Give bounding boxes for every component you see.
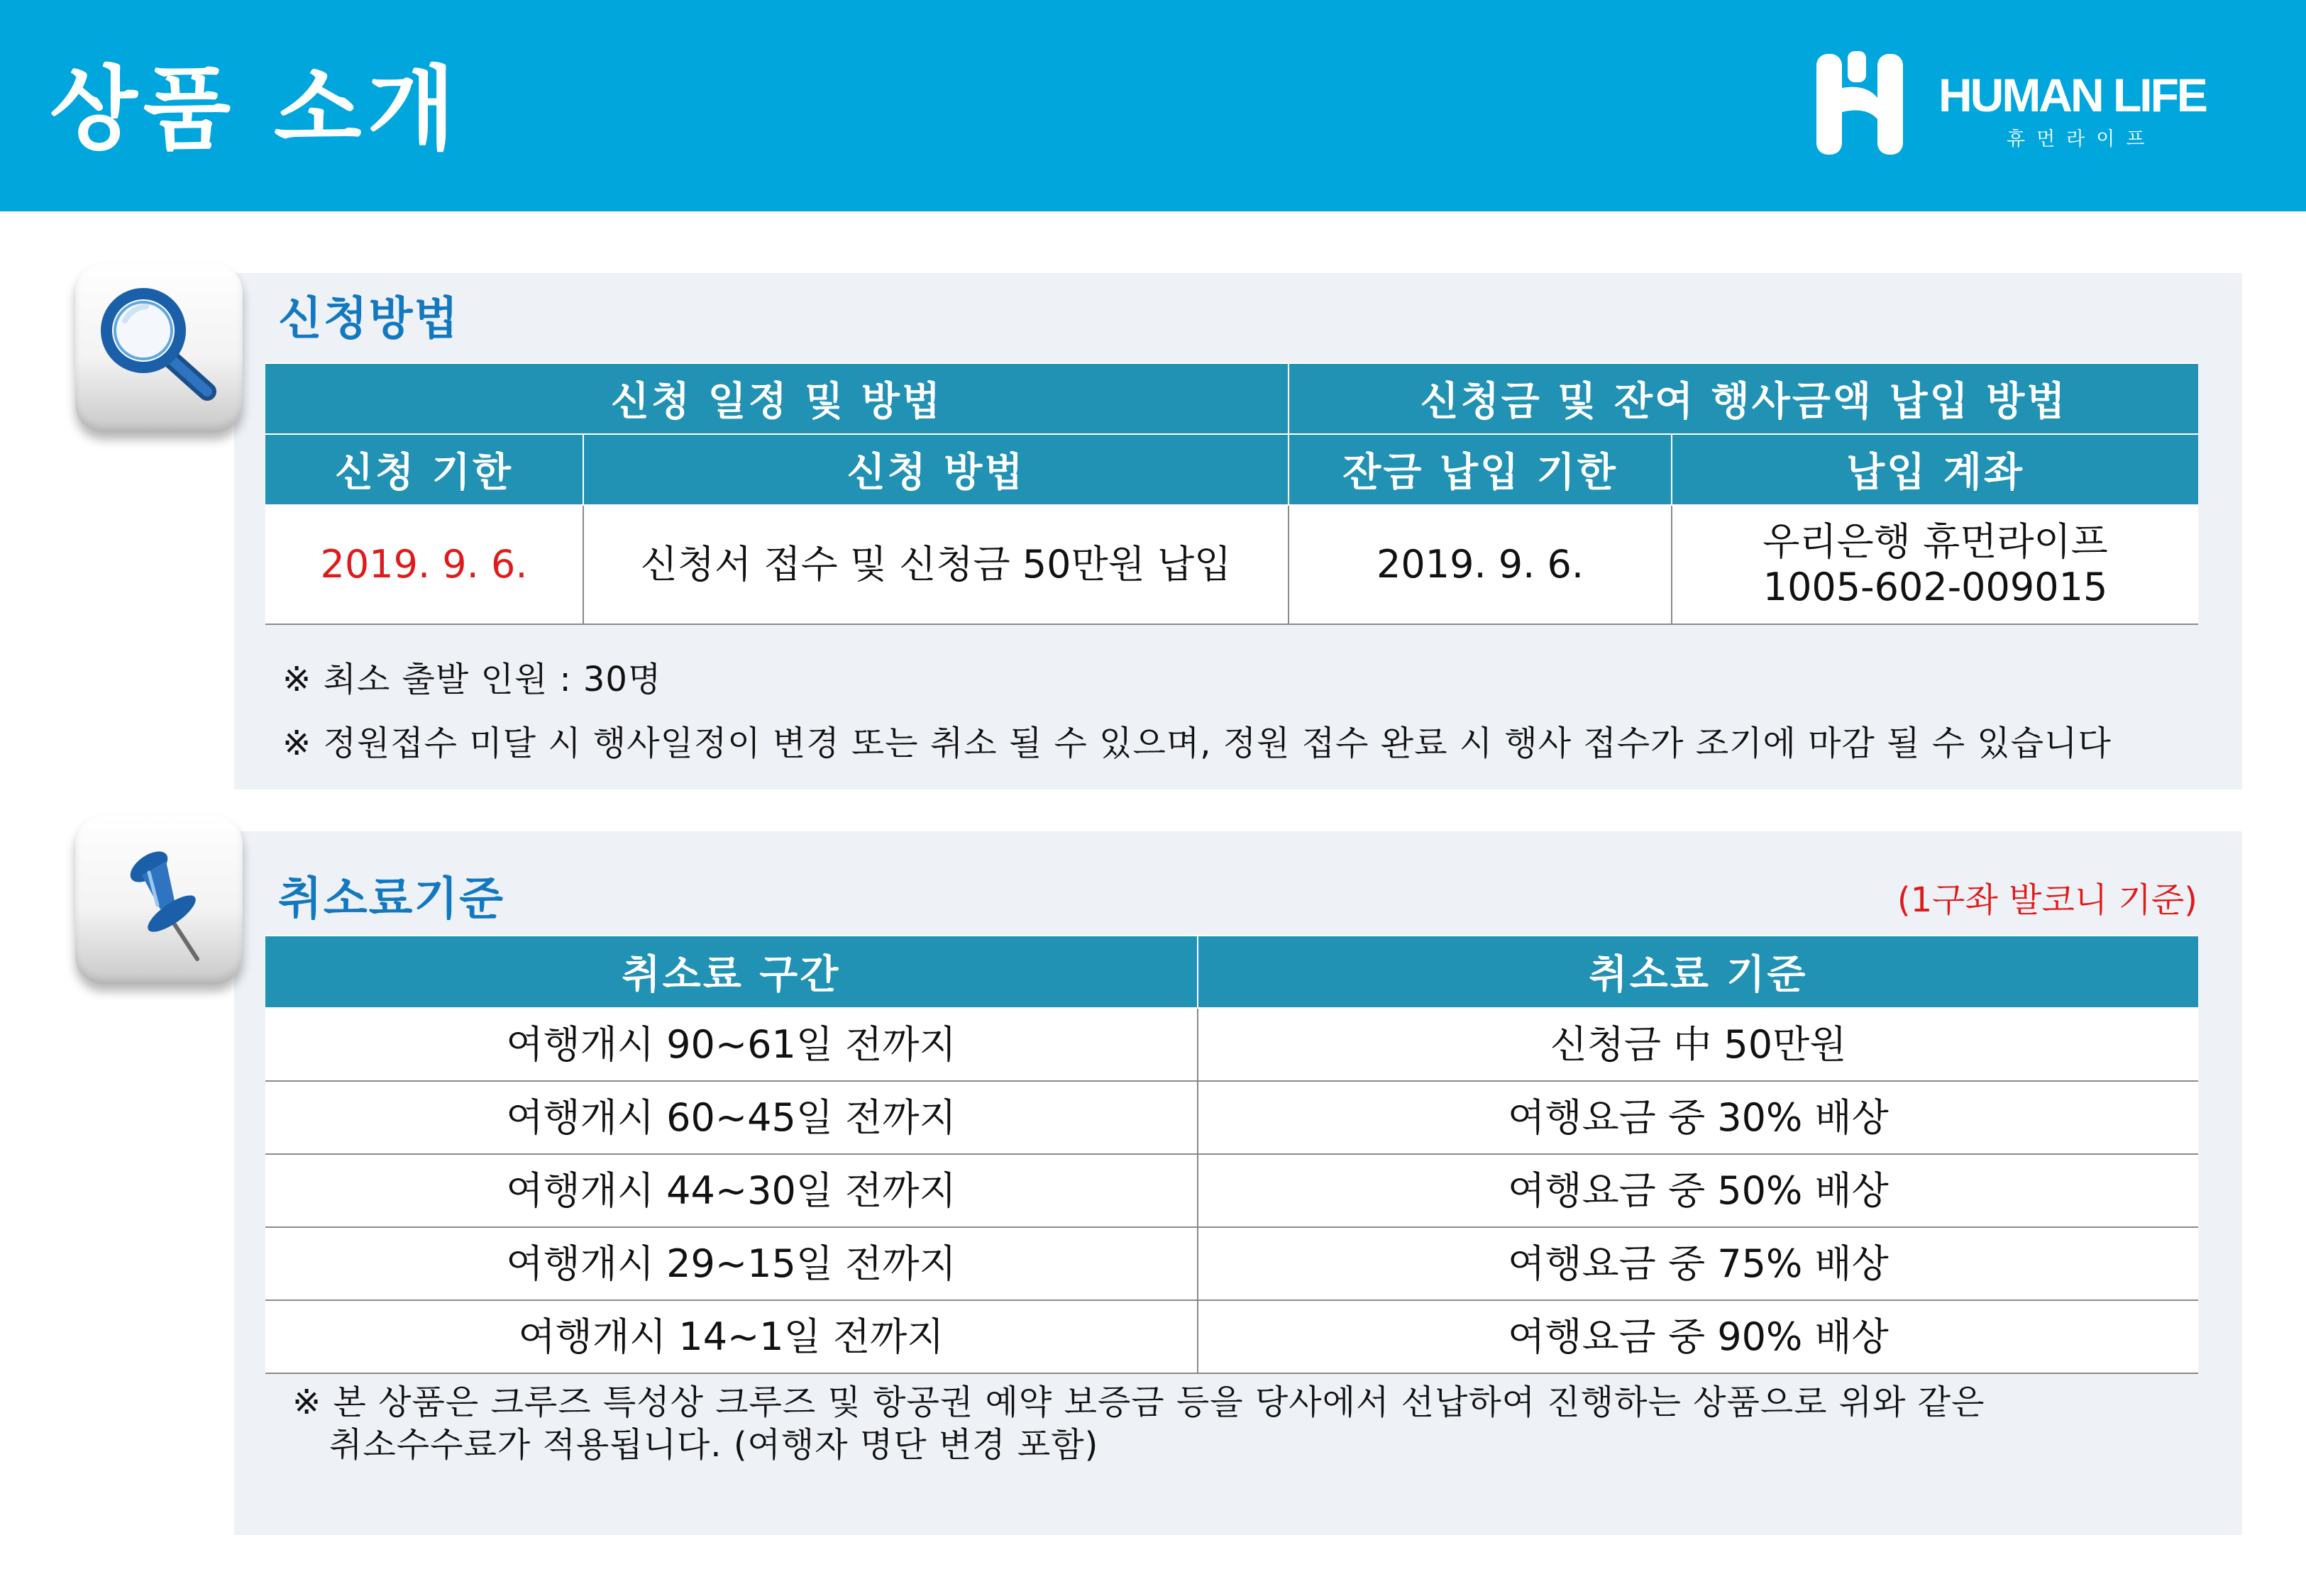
header-bar: [0, 0, 2306, 211]
account-cell: [1672, 505, 2198, 624]
pushpin-tile: [75, 816, 243, 985]
magnifier-icon: [75, 264, 243, 433]
period-cell: 여행개시 14~1일 전까지: [265, 1300, 1198, 1373]
fee-cell: 여행요금 중 50% 배상: [1198, 1154, 2198, 1227]
cancellation-section-title: 취소료기준: [278, 873, 505, 926]
balance-deadline-cell: 2019. 9. 6.: [1289, 505, 1672, 624]
deadline-cell: 2019. 9. 6.: [265, 505, 583, 624]
logo-wordmark: HUMAN LIFE: [1938, 69, 2206, 121]
table-row: [265, 1154, 2198, 1227]
account-number: 1005-602-009015: [1762, 565, 2108, 609]
group-header-payment: 신청금 및 잔여 행사금액 납입 방법: [1289, 363, 2198, 434]
fee-cell: 여행요금 중 30% 배상: [1198, 1081, 2198, 1154]
period-cell: 여행개시 29~15일 전까지: [265, 1227, 1198, 1300]
table-row: [265, 1081, 2198, 1154]
period-cell: 여행개시 60~45일 전까지: [265, 1081, 1198, 1154]
period-cell: 여행개시 44~30일 전까지: [265, 1154, 1198, 1227]
table-row: [265, 1227, 2198, 1300]
pushpin-icon: [75, 816, 243, 985]
column-header-account: 납입 계좌: [1672, 434, 2198, 505]
application-table: [265, 362, 2198, 625]
method-cell: 신청서 접수 및 신청금 50만원 납입: [583, 505, 1289, 624]
application-section-title: 신청방법: [278, 293, 460, 345]
cancellation-table: [265, 935, 2198, 1374]
cancellation-note-line2: 취소수수료가 적용됩니다. (여행자 명단 변경 포함): [329, 1425, 1099, 1465]
group-header-schedule: 신청 일정 및 방법: [265, 363, 1289, 434]
human-life-logo: [1816, 51, 2242, 165]
column-header-balance-deadline: 잔금 납입 기한: [1289, 434, 1672, 505]
account-bank: 우리은행 휴먼라이프: [1762, 519, 2108, 564]
column-header-fee: 취소료 기준: [1198, 936, 2198, 1008]
period-cell: 여행개시 90~61일 전까지: [265, 1008, 1198, 1081]
column-header-period: 취소료 구간: [265, 936, 1198, 1008]
fee-cell: 신청금 中 50만원: [1198, 1008, 2198, 1081]
min-participants-note: ※ 최소 출발 인원 : 30명: [282, 660, 662, 699]
fee-cell: 여행요금 중 90% 배상: [1198, 1300, 2198, 1373]
human-life-logo-icon: [1816, 51, 1904, 157]
basis-note: (1구좌 발코니 기준): [1897, 880, 2197, 920]
schedule-change-note: ※ 정원접수 미달 시 행사일정이 변경 또는 취소 될 수 있으며, 정원 접수 완료 시 행사 접수가 조기에 마감 될 수 있습니다: [282, 724, 2112, 763]
column-header-deadline: 신청 기한: [265, 434, 583, 505]
table-row: [265, 1300, 2198, 1373]
cancellation-note-line1: ※ 본 상품은 크루즈 특성상 크루즈 및 항공권 예약 보증금 등을 당사에서 선납하여 진행하는 상품으로 위와 같은: [292, 1382, 1985, 1422]
table-row: [265, 505, 2198, 624]
fee-cell: 여행요금 중 75% 배상: [1198, 1227, 2198, 1300]
page-title: 상품 소개: [50, 57, 461, 162]
table-row: [265, 1008, 2198, 1081]
column-header-method: 신청 방법: [583, 434, 1289, 505]
logo-subtitle: 휴먼라이프: [2007, 128, 2156, 150]
magnifier-tile: [75, 264, 243, 433]
